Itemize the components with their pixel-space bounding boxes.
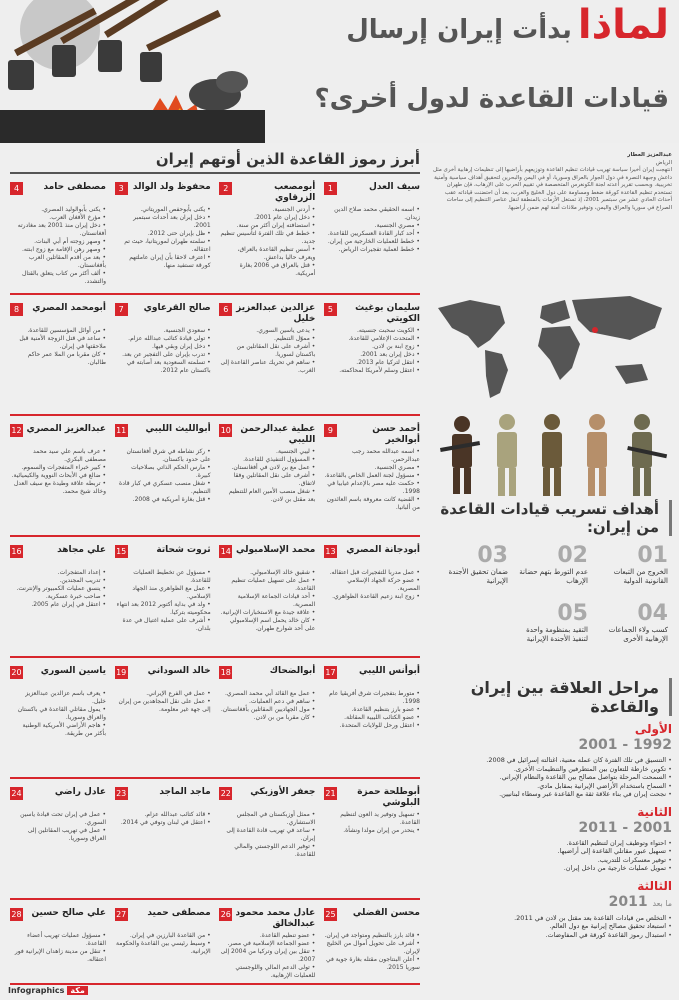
person-card (324, 666, 420, 777)
person-detail: • كبير خبراء المتفجرات والسموم. (10, 464, 106, 472)
person-detail: • إعداد المتفجرات. (10, 569, 106, 577)
person-name: ماجد الماجد (159, 787, 211, 797)
person-detail: • عرف باسم علي سيد محمد مصطفى البكري. (10, 448, 106, 464)
goal-item (512, 600, 592, 658)
person-detail: • أشرف على نقل المقاتلين وفقا لاتفاق. (219, 472, 315, 488)
person-detail: • عضو الجماعة الإسلامية في مصر. (219, 940, 315, 948)
person-name: محفوظ ولد الوالد (132, 182, 211, 192)
person-detail: • مول الجهاديين المقاتلين بأفغانستان. (219, 706, 315, 714)
stage-item: • احتواء وتوظيف إيران لتنظيم القاعدة. (430, 839, 672, 848)
person-detail: • يدعى ياسين السوري. (219, 327, 315, 335)
person-details (324, 811, 420, 835)
person-card (115, 303, 211, 414)
person-detail: • ساعد في قتل الزوجة الأمنية قبل ملاحقتها في إيران. (10, 335, 106, 351)
person-detail: • شقيق خالد الإسلامبولي. (219, 569, 315, 577)
title-line2: قيادات القاعدة لدول أخرى؟ (314, 84, 669, 114)
person-name: أحمد حسن أبوالخير (372, 424, 420, 445)
person-detail: • عمل في تهريب المقاتلين إلى العراق وسوريا. (10, 827, 106, 843)
person-card (115, 908, 211, 983)
person-number: 2 (219, 182, 232, 195)
person-detail: • صاحب خبرة عسكرية. (10, 593, 106, 601)
person-number: 26 (220, 910, 231, 919)
person-detail: • مؤرخ الأفغان العرب. (10, 214, 106, 222)
person-number: 5 (324, 303, 337, 316)
people-row (10, 783, 420, 900)
person-detail: • مموّل التنظيم. (219, 335, 315, 343)
person-details (10, 569, 106, 609)
person-details (219, 569, 315, 633)
person-name: مصطفى حامد (43, 182, 106, 192)
main-title (346, 2, 669, 48)
person-card (115, 545, 211, 656)
person-name: أبوطلحة حمزة البلوشي (357, 787, 420, 808)
person-card (324, 545, 420, 656)
stage-3-label: الثالثة (637, 878, 672, 893)
stage-3-year: 2011 (608, 893, 648, 910)
gunmen-illustration (0, 0, 265, 143)
stage-3-list (430, 914, 672, 940)
person-detail: • أسس تنظيم القاعدة بالعراق، ويعرف حاليا بداعش. (219, 246, 315, 262)
stage-2-years: 2001 - 2011 (578, 819, 672, 836)
people-panel-title: أبرز رموز القاعدة الذين أوتهم إيران (10, 150, 420, 174)
person-details (10, 206, 106, 286)
person-card (10, 908, 106, 983)
goal-text: كسب ولاء الجماعات الإرهابية الأخرى (608, 626, 668, 643)
person-detail: • القضية كانت معروفة باسم العائدون من ألبانيا. (324, 496, 420, 512)
person-card (324, 424, 420, 535)
person-name: جعفر الأوزبكي (250, 787, 316, 797)
person-detail: • تدرب بإيران على التفجير عن بعد. (115, 351, 211, 359)
person-details (324, 448, 420, 512)
person-number: 6 (219, 303, 232, 316)
person-details (10, 448, 106, 496)
person-detail: • خطط للعمليات الخارجية من إيران. (324, 238, 420, 246)
person-detail: • شغل منصب عسكري في كبار قادة التنظيم. (115, 480, 211, 496)
person-detail: • عضو حركة الجهاد الإسلامي المصرية. (324, 577, 420, 593)
person-number: 23 (116, 789, 127, 798)
person-details (219, 206, 315, 278)
person-details (10, 327, 106, 367)
person-detail: • تنقل من مدينة زاهدان الإيرانية فور اعتقاله. (10, 948, 106, 964)
person-detail: • قتل بغارة أمريكية في 2008. (115, 496, 211, 504)
person-detail: • خطط لعملية تفجيرات الرياض. (324, 246, 420, 254)
person-card (324, 303, 420, 414)
person-detail: • مسؤول عمليات تهريب أعضاء القاعدة. (10, 932, 106, 948)
footer-brand: Infographics (8, 986, 65, 995)
person-name: علي مجاهد (57, 545, 106, 555)
person-detail: • تربطه علاقة وطيدة مع سيف العدل وخالد شيخ محمد. (10, 480, 106, 496)
person-detail: • ساهم في دعم العمليات. (219, 698, 315, 706)
person-detail: • ساعد في تهريب قادة القاعدة إلى إيران. (219, 827, 315, 843)
person-details (115, 811, 211, 827)
person-detail: • ظل بإيران حتى 2012. (115, 230, 211, 238)
person-detail: • يكنى بأبوحفص الموريتاني. (115, 206, 211, 214)
person-detail: • دخل إيران بعد 2001. (324, 351, 420, 359)
person-detail: • مسؤول لجنة العمل الخاص بالقاعدة. (324, 472, 420, 480)
stage-item: • السماح باستخدام الأراضي الإيرانية بمقابل مادي. (430, 782, 672, 791)
person-detail: • عضو تنظيم القاعدة. (219, 932, 315, 940)
person-card (10, 182, 106, 293)
person-detail: • أردني الجنسية. (219, 206, 315, 214)
person-card (324, 182, 420, 293)
goal-item (432, 542, 512, 600)
person-name: علي صالح حسين (31, 908, 106, 918)
person-number: 17 (325, 668, 336, 677)
person-detail: • أشرف على تحويل أموال من الخليج لإيران. (324, 940, 420, 956)
makkah-logo: مكة (67, 986, 87, 995)
goal-number: 03 (477, 543, 508, 568)
goals-title: أهداف تسريب قيادات القاعدة من إيران: (430, 500, 672, 536)
author: عبدالعزيز العطار (627, 152, 672, 158)
person-detail: • دخل إيران بعد أحداث سبتمبر 2001. (115, 214, 211, 230)
goal-number: 01 (637, 543, 668, 568)
person-detail: • المسؤول التنفيذي للقاعدة. (219, 456, 315, 464)
people-panel (10, 150, 420, 985)
person-number: 21 (325, 789, 336, 798)
person-detail: • ينحدر من إيران مولدا ونشأة. (324, 827, 420, 835)
person-details (115, 569, 211, 633)
stage-item: • استبعاد تحقيق مصالح إيرانية مع دول العالم. (430, 922, 672, 931)
person-card (219, 182, 315, 293)
stage-1-years: 1992 - 2001 (578, 737, 672, 753)
person-detail: • عمل على نقل المجاهدين من إيران إلى جهة غير معلومة. (115, 698, 211, 714)
person-detail: • دخل إيران منذ 2001 بعد مغادرته أفغانستان. (10, 222, 106, 238)
person-detail: • مصري الجنسية. (324, 464, 420, 472)
stage-item: • التخلص من قيادات القاعدة بعد مقتل بن لادن في 2011. (430, 914, 672, 923)
person-number: 9 (324, 424, 337, 437)
person-detail: • سعودي الجنسية. (115, 327, 211, 335)
person-details (115, 690, 211, 714)
person-detail: • خطط في تلك الفترة لتأسيس تنظيم جديد. (219, 230, 315, 246)
stage-item: • التنسيق في تلك الفترة كان عمله معنية، اغتالته إسرائيل في 2008. (430, 756, 672, 765)
person-detail: • من القاعدة البارزين في إيران. (115, 932, 211, 940)
person-number: 4 (10, 182, 23, 195)
person-detail: • ضالع في الأبحاث النووية والكيميائية. (10, 472, 106, 480)
person-number: 3 (115, 182, 128, 195)
goal-text: ضمان تحقيق الأجندة الإيرانية (448, 568, 508, 585)
goal-item (512, 542, 592, 600)
person-detail: • تسلمته السعودية بعد أصابته في باكستان عام 2012. (115, 359, 211, 375)
person-number: 25 (325, 910, 336, 919)
person-name: ياسين السوري (40, 666, 106, 676)
goal-item (592, 542, 672, 600)
person-details (324, 327, 420, 375)
person-detail: • عمل مع القائد أبي محمد المصري. (219, 690, 315, 698)
person-detail: • تولى الدعم المالي واللوجستي للعمليات الإرهابية. (219, 964, 315, 980)
person-card (115, 666, 211, 777)
person-name: محمد الإسلامبولي (236, 545, 316, 555)
person-detail: • اعتقل وسلم لأمريكا لمحاكمته. (324, 367, 420, 375)
person-card (10, 303, 106, 414)
people-row (10, 420, 420, 537)
person-detail: • المتحدث الإعلامي للقاعدة. (324, 335, 420, 343)
person-name: سيف العدل (369, 182, 420, 192)
stages-section (430, 678, 672, 998)
goal-text: التقيد بمنظومة واحدة لتنفيذ الأجندة الإيرانية (526, 626, 588, 643)
person-number: 15 (116, 547, 127, 556)
goal-number: 02 (557, 543, 588, 568)
person-card (219, 908, 315, 983)
person-name: عبدالعزيز المصري (26, 424, 106, 434)
person-details (115, 448, 211, 504)
person-detail: • ليبي الجنسية. (219, 448, 315, 456)
person-detail: • اعتقل في لبنان وتوفي في 2014. (115, 819, 211, 827)
person-details (219, 811, 315, 859)
person-card (10, 424, 106, 535)
person-card (10, 787, 106, 898)
person-name: صالح القرعاوي (143, 303, 211, 313)
person-detail: • قتل بالعراق في 2006 بغارة أمريكية. (219, 262, 315, 278)
stage-2-list (430, 839, 672, 873)
person-detail: • وصهر رهن الإقامة مع زوج ابنته. (10, 246, 106, 254)
person-detail: • استضافته إيران أكثر من سنة. (219, 222, 315, 230)
person-number: 28 (11, 910, 22, 919)
person-detail: • توفير الدعم اللوجستي والمالي للقاعدة. (219, 843, 315, 859)
person-number: 24 (11, 789, 22, 798)
stage-3-years (430, 894, 672, 912)
goals-section (430, 500, 672, 670)
person-detail: • كان خالد يحمل اسم الإسلامبولي على أحد شوارع طهران. (219, 617, 315, 633)
person-detail: • الكويت سحبت جنسيته. (324, 327, 420, 335)
goal-number: 04 (637, 601, 668, 626)
person-details (115, 206, 211, 270)
person-detail: • أحد قيادات الجماعة الإسلامية المصرية. (219, 593, 315, 609)
person-name: أبودجانة المصري (346, 545, 420, 555)
person-number: 12 (11, 426, 22, 435)
iran-marker (592, 327, 598, 333)
people-row (10, 662, 420, 779)
person-card (219, 424, 315, 535)
goal-number: 05 (557, 601, 588, 626)
goal-text: عدم التورط بتهم حضانة الإرهاب (519, 568, 588, 585)
goal-text: الخروج من التبعات القانونية الدولية (613, 568, 668, 585)
person-number: 16 (11, 547, 22, 556)
person-detail: • حكمت عليه مصر بالإعدام غيابيا في 1998. (324, 480, 420, 496)
person-detail: • مسؤول عن تخطيط العمليات للقاعدة. (115, 569, 211, 585)
person-detail: • عمل مع بن لادن في أفغانستان. (219, 464, 315, 472)
title-red-word: لماذا (577, 2, 669, 48)
person-name: أبوالليث الليبي (145, 424, 211, 434)
person-detail: • كان مقربا من الملا عمر حاكم طالبان. (10, 351, 106, 367)
intro-article (430, 152, 672, 284)
person-detail: • أشرف على نقل المقاتلين من باكستان لسوريا. (219, 343, 315, 359)
person-details (115, 327, 211, 375)
person-card (115, 787, 211, 898)
person-card (115, 182, 211, 293)
person-card (324, 787, 420, 898)
person-detail: • قائد بارز بالتنظيم ومتواجد في إيران. (324, 932, 420, 940)
person-detail: • قائد كتائب عبدالله عزام. (115, 811, 211, 819)
intro-text: انتهجت إيران أخيرا سياسة تهريب قيادات تنظيم القاعدة وتوزيعهم بأراضيها إلى تنظيمات إرهابية أخرى مثل داعش وجبهة النصرة في دول الجوار بالعراق وسوريا، أو في اليمن والبحرين لتحقيق أهداف سياسية وأمنية تخريبية. وبحسب تقرير أعدته لجنة الكونغرس المتخصصة في تقييم الحرب على الإرهاب، فإن طهران تستخدم تنظيم القاعدة كورقة ضغط ومساومة على دول الخليج والغرب، بعد أن احتضنت قياداته عقب أحداث الحادي عشر من سبتمبر 2001، إذ تستغل الأزمات بالمنطقة لنقل عناصر التنظيم إلى ساحات الصراع في سوريا والعراق واليمن، وتوفير ملاذات آمنة لهم ضمن أراضيها. (433, 167, 672, 211)
person-name: عطية عبدالرحمن الليبي (240, 424, 316, 445)
person-detail: • ألف أكثر من كتاب يتعلق بالقتال والتشدد. (10, 270, 106, 286)
person-detail: • بعد من أقدم المقاتلين العرب بأفغانستان. (10, 254, 106, 270)
person-detail: • اسمه عبدالله محمد رجب عبدالرحمن. (324, 448, 420, 464)
person-detail: • زوج ابنة بن لادن. (324, 343, 420, 351)
people-row (10, 541, 420, 658)
stage-item: • السمحت المرحلة بتواصل مصالح بين القاعدة والنظام الإيراني. (430, 773, 672, 782)
people-grid (10, 178, 420, 985)
stage-1 (430, 722, 672, 799)
person-detail: • عمل في إيران تحت قيادة ياسين السوري. (10, 811, 106, 827)
person-details (10, 932, 106, 964)
person-card (324, 908, 420, 983)
person-detail: • يكنى بأبوالوليد المصري. (10, 206, 106, 214)
person-detail: • أعلن البنتاجون مقتله بغارة جوية في سوريا 2015. (324, 956, 420, 972)
person-detail: • مارس الحكم الذاتي بصلاحيات كبيرة. (115, 464, 211, 480)
person-name: خالد السوداني (147, 666, 211, 676)
person-detail: • عمل على تسهيل عمليات تنظيم القاعدة. (219, 577, 315, 593)
person-detail: • عضو بارز بتنظيم القاعدة. (324, 706, 420, 714)
person-details (10, 690, 106, 738)
person-card (219, 303, 315, 414)
person-details (115, 932, 211, 956)
stage-item: • نجحت إيران في بناء علاقة ثقة مع القاعدة عبر وسطاء لبنانيين. (430, 790, 672, 799)
person-details (219, 327, 315, 375)
person-detail: • أحد كبار القادة العسكريين للقاعدة. (324, 230, 420, 238)
person-detail: • عمل في الفرع الإيراني. (115, 690, 211, 698)
person-name: عادل محمد محمود عبدالخالق (235, 908, 316, 929)
person-name: عزالدين عبدالعزيز خليل (236, 303, 316, 324)
person-detail: • سلمته طهران لموريتانيا، حيث تم اعتقاله. (115, 238, 211, 254)
person-card (219, 787, 315, 898)
person-name: أبوالضحاك (269, 666, 316, 676)
person-detail: • عمل مع الظواهري منذ الجهاد الإسلامي. (115, 585, 211, 601)
stage-item: • تسهيل عبور مقاتلي القاعدة إلى أراضيها. (430, 847, 672, 856)
person-detail: • ركز نشاطه في شرق أفغانستان على حدود باكستان. (115, 448, 211, 464)
person-name: عادل راضي (54, 787, 106, 797)
person-detail: • تولى قيادة كتائب عبدالله عزام. (115, 335, 211, 343)
person-detail: • اسمه الحقيقي محمد صلاح الدين زيدان. (324, 206, 420, 222)
person-card (115, 424, 211, 535)
person-card (219, 666, 315, 777)
person-details (219, 932, 315, 980)
person-name: محسن الفضلي (352, 908, 420, 918)
stage-1-list (430, 756, 672, 799)
stage-item: • تمويل عمليات خارجية من داخل إيران. (430, 864, 672, 873)
people-row (10, 904, 420, 985)
person-number: 10 (220, 426, 231, 435)
person-name: مصطفى حميد (147, 908, 211, 918)
person-details (219, 690, 315, 722)
person-number: 18 (220, 668, 231, 677)
person-details (219, 448, 315, 504)
person-detail: • ينسق عمليات الكمبيوتر والإنترنت. (10, 585, 106, 593)
person-detail: • زوج ابنة زعيم القاعدة الظواهري. (324, 593, 420, 601)
person-detail: • انتقل لتركيا عام 2013. (324, 359, 420, 367)
person-detail: • شغل منصب الأمين العام للتنظيم بعد مقتل بن لادن. (219, 488, 315, 504)
person-name: ثروت شحاتة (156, 545, 211, 555)
person-number: 11 (116, 426, 127, 435)
person-detail: • ممثل أوزبكستان في المجلس الاستشاري. (219, 811, 315, 827)
person-detail: • وسيط رئيسي بين القاعدة والحكومة الإيرانية. (115, 940, 211, 956)
person-detail: • ولد في بداية أكتوبر 2012 بعد انتهاء محكوميته بتركيا. (115, 601, 211, 617)
dateline: الرياض (655, 159, 672, 166)
person-detail: • علاقة جيدة مع الاستخبارات الإيرانية. (219, 609, 315, 617)
person-number: 22 (220, 789, 231, 798)
person-detail: • عضو الكتائب الليبية المقاتلة. (324, 714, 420, 722)
stage-item: • استبدال رموز القاعدة كورقة في المفاوضات. (430, 931, 672, 940)
person-detail: • أشرف على عملية اغتيال في عدة بلدان. (115, 617, 211, 633)
person-name: أبوأنس الليبي (358, 666, 420, 676)
person-details (324, 690, 420, 730)
person-detail: • تدريب المجندين. (10, 577, 106, 585)
goal-item (592, 600, 672, 658)
person-detail: • كان مقربا من بن لادن. (219, 714, 315, 722)
person-detail: • يعرف باسم عزالدين عبدالعزيز خليل. (10, 690, 106, 706)
person-card (10, 545, 106, 656)
person-number: 8 (10, 303, 23, 316)
person-detail: • هاجم الأراضي الأمريكية الوطنية بأكثر من طريقة. (10, 722, 106, 738)
stage-3-prefix: ما بعد (652, 898, 672, 908)
person-detail: • من أوائل المؤسسين للقاعدة. (10, 327, 106, 335)
person-detail: • اعتقل ورحل للولايات المتحدة. (324, 722, 420, 730)
person-card (219, 545, 315, 656)
person-number: 20 (11, 668, 22, 677)
header (0, 0, 679, 143)
person-detail: • دخل إيران عام 2001. (219, 214, 315, 222)
stage-3 (430, 879, 672, 940)
person-detail: • ساهم في تحريك عناصر القاعدة إلى الغرب. (219, 359, 315, 375)
person-detail: • اعتقل في إيران عام 2005. (10, 601, 106, 609)
person-number: 1 (324, 182, 337, 195)
stage-2-label: الثانية (637, 804, 672, 819)
person-detail: • متورط بتفجيرات شرق أفريقيا عام 1998. (324, 690, 420, 706)
footer (8, 986, 88, 995)
person-detail: • مصري الجنسية. (324, 222, 420, 230)
person-number: 7 (115, 303, 128, 316)
stage-item: • توفير معسكرات للتدريب. (430, 856, 672, 865)
goals-grid (430, 542, 672, 658)
person-detail: • عمل مدربا للتفجيرات قبل اعتقاله. (324, 569, 420, 577)
person-detail: • يمول مقاتلي القاعدة في باكستان والعراق وسوريا. (10, 706, 106, 722)
people-row (10, 299, 420, 416)
militants-illustration (440, 408, 670, 500)
person-name: أبومحمد المصري (32, 303, 106, 313)
person-details (10, 811, 106, 843)
person-card (10, 666, 106, 777)
person-number: 14 (220, 547, 231, 556)
people-row (10, 178, 420, 295)
person-details (324, 932, 420, 972)
person-name: أبومصعب الزرقاوي (274, 182, 316, 203)
stage-item: • تكوين خارطة للتعاون بين المتطرفين والتنظيمات الأخرى. (430, 765, 672, 774)
person-detail: • تسهيل وتوفير يد العون لتنظيم القاعدة. (324, 811, 420, 827)
person-number: 13 (325, 547, 336, 556)
person-detail: • دخل إيران وبقي فيها. (115, 343, 211, 351)
stage-2 (430, 805, 672, 873)
stages-title: مراحل العلاقة بين إيران والقاعدة (430, 678, 672, 716)
world-map (430, 288, 672, 408)
person-number: 19 (116, 668, 127, 677)
person-details (324, 206, 420, 254)
person-detail: • تنقل بين إيران وتركيا من 2004 إلى 2007. (219, 948, 315, 964)
person-details (324, 569, 420, 601)
person-detail: • اعترف لاحقا بأن إيران عاملتهم كورقة تستفيد منها. (115, 254, 211, 270)
person-detail: • وصهر زوجته أم أبي البنات. (10, 238, 106, 246)
person-name: سليمان بوغيث الكويتي (355, 303, 420, 324)
title-line1: بدأت إيران إرسال (346, 15, 572, 45)
stage-1-label: الأولى (634, 722, 672, 736)
person-number: 27 (116, 910, 127, 919)
